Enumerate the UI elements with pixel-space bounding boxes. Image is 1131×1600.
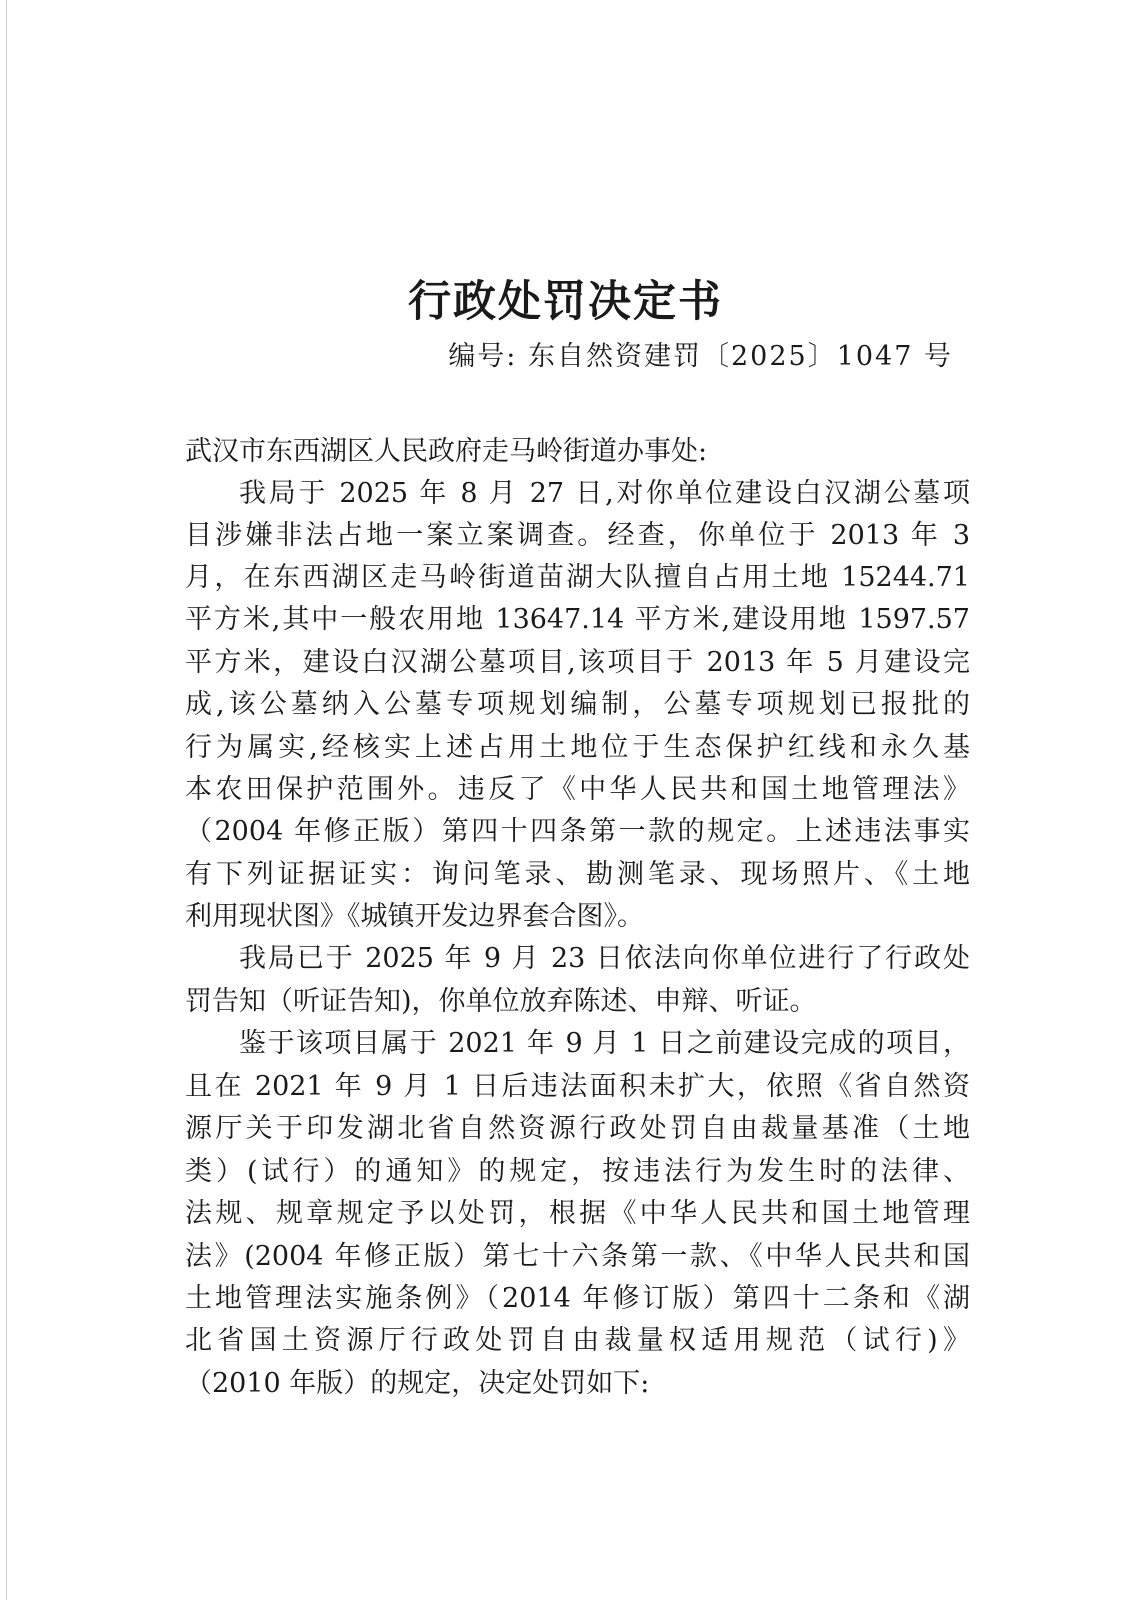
document-title: 行政处罚决定书 — [408, 277, 723, 327]
addressee: 武汉市东西湖区人民政府走马岭街道办事处: — [185, 436, 708, 467]
paragraph-line: 法》(2004 年修正版）第七十六条第一款、《中华人民共和国 — [185, 1241, 970, 1272]
paragraph-line: 且在 2021 年 9 月 1 日后违法面积未扩大，依照《省自然资 — [185, 1071, 970, 1102]
paragraph-line: （2010 年版）的规定，决定处罚如下: — [185, 1368, 650, 1399]
paragraph-line: 平方米，建设白汉湖公墓项目,该项目于 2013 年 5 月建设完 — [185, 647, 970, 678]
paragraph-line: 本农田保护范围外。违反了《中华人民共和国土地管理法》 — [185, 774, 970, 805]
scan-edge-line — [6, 0, 7, 1600]
paragraph-line: 成,该公墓纳入公墓专项规划编制，公墓专项规划已报批的 — [185, 689, 970, 720]
paragraph-line: 北省国土资源厅行政处罚自由裁量权适用规范（试行)》 — [185, 1325, 970, 1356]
document-number: 编号: 东自然资建罚〔2025〕1047 号 — [448, 341, 953, 372]
paragraph-line: 我局于 2025 年 8 月 27 日,对你单位建设白汉湖公墓项 — [239, 478, 970, 509]
paragraph-line: 平方米,其中一般农用地 13647.14 平方米,建设用地 1597.57 — [185, 604, 970, 635]
paragraph-line: 利用现状图》《城镇开发边界套合图》。 — [185, 901, 644, 932]
paragraph-line: 法规、规章规定予以处罚，根据《中华人民共和国土地管理 — [185, 1198, 970, 1229]
paragraph-line: 罚告知（听证告知)，你单位放弃陈述、申辩、听证。 — [185, 986, 817, 1017]
paragraph-line: 目涉嫌非法占地一案立案调查。经查，你单位于 2013 年 3 — [185, 520, 970, 551]
paragraph-line: 鉴于该项目属于 2021 年 9 月 1 日之前建设完成的项目， — [239, 1028, 970, 1059]
paragraph-line: 行为属实,经核实上述占用土地位于生态保护红线和永久基 — [185, 732, 970, 763]
paragraph-line: 类）(试行）的通知》的规定，按违法行为发生时的法律、 — [185, 1156, 970, 1187]
paragraph-line: 源厅关于印发湖北省自然资源行政处罚自由裁量基准（土地 — [185, 1113, 970, 1144]
paragraph-line: （2004 年修正版）第四十四条第一款的规定。上述违法事实 — [185, 816, 970, 847]
paragraph-line: 土地管理法实施条例》（2014 年修订版）第四十二条和《湖 — [185, 1283, 970, 1314]
paragraph-line: 我局已于 2025 年 9 月 23 日依法向你单位进行了行政处 — [239, 943, 970, 974]
paragraph-line: 有下列证据证实：询问笔录、勘测笔录、现场照片、《土地 — [185, 859, 970, 890]
paragraph-line: 月，在东西湖区走马岭街道苗湖大队擅自占用土地 15244.71 — [185, 562, 970, 593]
